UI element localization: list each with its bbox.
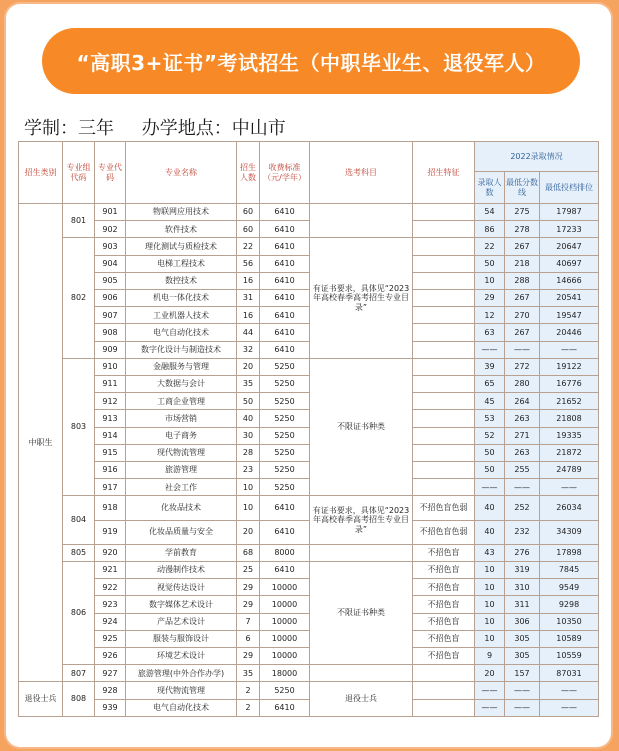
min-rank-cell: 10350 [540,613,599,630]
fee-cell: 6410 [260,520,310,544]
quota-cell: 35 [237,376,260,393]
major-name-cell: 数控技术 [126,272,237,289]
admitted-cell: 50 [475,444,505,461]
fee-cell: 5250 [260,682,310,699]
group-code-cell: 804 [63,496,95,544]
fee-cell: 8000 [260,544,310,561]
min-rank-cell: 87031 [540,665,599,682]
header-subjects: 选考科目 [310,142,413,204]
feature-cell: 不招色盲色弱 [413,496,475,520]
table-row [19,544,599,561]
major-name-cell: 市场营销 [126,410,237,427]
major-code-cell: 903 [95,238,126,255]
min-score-cell: 278 [505,221,540,238]
admitted-cell: 43 [475,544,505,561]
fee-cell: 6410 [260,324,310,341]
min-score-cell: 267 [505,324,540,341]
header-feature: 招生特征 [413,142,475,204]
table-row [19,579,599,596]
min-score-cell: —— [505,341,540,358]
table-row [19,393,599,410]
quota-cell: 20 [237,520,260,544]
major-code-cell: 908 [95,324,126,341]
min-rank-cell: 19335 [540,427,599,444]
fee-cell: 5250 [260,358,310,375]
quota-cell: 16 [237,272,260,289]
major-name-cell: 理化测试与质检技术 [126,238,237,255]
quota-cell: 60 [237,204,260,221]
table-row [19,630,599,647]
table-row [19,613,599,630]
major-code-cell: 905 [95,272,126,289]
table-row [19,221,599,238]
min-score-cell: 267 [505,238,540,255]
min-rank-cell: 9298 [540,596,599,613]
table-row [19,238,599,255]
feature-cell [413,462,475,479]
header-quota: 招生人数 [237,142,260,204]
min-rank-cell: 9549 [540,579,599,596]
table-row [19,648,599,665]
quota-cell: 44 [237,324,260,341]
quota-cell: 10 [237,496,260,520]
quota-cell: 50 [237,393,260,410]
major-name-cell: 机电一体化技术 [126,290,237,307]
major-name-cell: 产品艺术设计 [126,613,237,630]
major-code-cell: 913 [95,410,126,427]
admitted-cell: —— [475,682,505,699]
quota-cell: 6 [237,630,260,647]
table-row [19,376,599,393]
fee-cell: 5250 [260,427,310,444]
min-score-cell: 305 [505,648,540,665]
feature-cell [413,444,475,461]
major-code-cell: 916 [95,462,126,479]
fee-cell: 10000 [260,630,310,647]
feature-cell [413,699,475,716]
admitted-cell: 40 [475,520,505,544]
admitted-cell: —— [475,341,505,358]
group-code-cell: 805 [63,544,95,561]
subjects-cell: 有证书要求，具体见“2023年高校春季高考招生专业目录” [310,496,413,544]
min-score-cell: 288 [505,272,540,289]
min-rank-cell: 40697 [540,255,599,272]
info-line [24,114,308,140]
header-admitted: 录取人数 [475,172,505,204]
min-score-cell: 305 [505,630,540,647]
major-code-cell: 939 [95,699,126,716]
quota-cell: 32 [237,341,260,358]
major-name-cell: 化妆品质量与安全 [126,520,237,544]
min-rank-cell: —— [540,479,599,496]
major-name-cell: 数字化设计与制造技术 [126,341,237,358]
feature-cell: 不招色盲 [413,630,475,647]
min-rank-cell: 19122 [540,358,599,375]
page-title: “高职3+证书”考试招生（中职毕业生、退役军人） [42,28,580,94]
admitted-cell: —— [475,699,505,716]
min-score-cell: 218 [505,255,540,272]
fee-cell: 6410 [260,496,310,520]
major-name-cell: 软件技术 [126,221,237,238]
min-score-cell: 264 [505,393,540,410]
admitted-cell: 9 [475,648,505,665]
major-name-cell: 现代物流管理 [126,682,237,699]
feature-cell [413,427,475,444]
fee-cell: 18000 [260,665,310,682]
min-score-cell: 272 [505,358,540,375]
table-row [19,699,599,716]
major-name-cell: 旅游管理(中外合作办学) [126,665,237,682]
quota-cell: 16 [237,307,260,324]
min-score-cell: 255 [505,462,540,479]
major-name-cell: 工业机器人技术 [126,307,237,324]
admitted-cell: 52 [475,427,505,444]
fee-cell: 5250 [260,376,310,393]
min-rank-cell: 17898 [540,544,599,561]
major-code-cell: 921 [95,562,126,579]
major-name-cell: 视觉传达设计 [126,579,237,596]
min-rank-cell: 21872 [540,444,599,461]
quota-cell: 20 [237,358,260,375]
fee-cell: 10000 [260,648,310,665]
major-name-cell: 物联网应用技术 [126,204,237,221]
quota-cell: 22 [237,238,260,255]
feature-cell [413,358,475,375]
major-name-cell: 金融服务与管理 [126,358,237,375]
admitted-cell: 50 [475,462,505,479]
min-score-cell: —— [505,479,540,496]
quota-cell: 10 [237,479,260,496]
feature-cell [413,255,475,272]
major-code-cell: 901 [95,204,126,221]
table-row [19,596,599,613]
major-name-cell: 工商企业管理 [126,393,237,410]
group-code-cell: 808 [63,682,95,717]
admitted-cell: 54 [475,204,505,221]
fee-cell: 10000 [260,579,310,596]
major-code-cell: 912 [95,393,126,410]
min-rank-cell: 16776 [540,376,599,393]
admitted-cell: 50 [475,255,505,272]
fee-cell: 5250 [260,444,310,461]
major-code-cell: 907 [95,307,126,324]
table-row [19,272,599,289]
major-code-cell: 915 [95,444,126,461]
min-rank-cell: —— [540,682,599,699]
min-rank-cell: 17987 [540,204,599,221]
major-name-cell: 学前教育 [126,544,237,561]
category-cell: 退役士兵 [19,682,63,717]
table-row [19,682,599,699]
feature-cell: 不招色盲 [413,544,475,561]
major-code-cell: 925 [95,630,126,647]
header-min-score: 最低分数线 [505,172,540,204]
subjects-cell: 有证书要求，具体见“2023年高校春季高考招生专业目录” [310,238,413,358]
group-code-cell: 802 [63,238,95,358]
table-row [19,341,599,358]
fee-cell: 6410 [260,341,310,358]
min-rank-cell: 10589 [540,630,599,647]
admitted-cell: 10 [475,272,505,289]
quota-cell: 23 [237,462,260,479]
min-rank-cell: —— [540,341,599,358]
subjects-cell [310,204,413,238]
min-score-cell: —— [505,699,540,716]
min-rank-cell: 26034 [540,496,599,520]
major-name-cell: 电气自动化技术 [126,324,237,341]
major-name-cell: 电气自动化技术 [126,699,237,716]
admitted-cell: —— [475,479,505,496]
feature-cell: 不招色盲 [413,613,475,630]
table-row [19,665,599,682]
major-code-cell: 919 [95,520,126,544]
major-code-cell: 926 [95,648,126,665]
major-code-cell: 902 [95,221,126,238]
min-rank-cell: 17233 [540,221,599,238]
admitted-cell: 45 [475,393,505,410]
min-rank-cell: 10559 [540,648,599,665]
min-score-cell: 270 [505,307,540,324]
admitted-cell: 22 [475,238,505,255]
table-row [19,520,599,544]
admitted-cell: 63 [475,324,505,341]
major-name-cell: 社会工作 [126,479,237,496]
quota-cell: 30 [237,427,260,444]
group-code-cell: 803 [63,358,95,496]
fee-cell: 6410 [260,204,310,221]
quota-cell: 31 [237,290,260,307]
quota-cell: 60 [237,221,260,238]
fee-cell: 6410 [260,562,310,579]
quota-cell: 29 [237,648,260,665]
min-score-cell: 310 [505,579,540,596]
fee-cell: 6410 [260,699,310,716]
feature-cell [413,307,475,324]
feature-cell [413,238,475,255]
min-score-cell: 263 [505,410,540,427]
admitted-cell: 39 [475,358,505,375]
admitted-cell: 10 [475,596,505,613]
fee-cell: 6410 [260,255,310,272]
admitted-cell: 10 [475,630,505,647]
admitted-cell: 53 [475,410,505,427]
admitted-cell: 29 [475,290,505,307]
quota-cell: 35 [237,665,260,682]
subjects-cell: 不限证书种类 [310,358,413,496]
major-name-cell: 大数据与会计 [126,376,237,393]
major-code-cell: 923 [95,596,126,613]
admitted-cell: 10 [475,613,505,630]
header-admission-2022: 2022录取情况 [475,142,599,172]
major-name-cell: 电子商务 [126,427,237,444]
feature-cell [413,410,475,427]
admission-table [18,141,599,717]
min-score-cell: 275 [505,204,540,221]
admitted-cell: 65 [475,376,505,393]
header-fee: 收费标准（元/学年） [260,142,310,204]
feature-cell [413,665,475,682]
quota-cell: 29 [237,596,260,613]
table-row [19,358,599,375]
admitted-cell: 10 [475,579,505,596]
table-row [19,427,599,444]
header-major-code: 专业代码 [95,142,126,204]
feature-cell [413,393,475,410]
min-score-cell: 280 [505,376,540,393]
subjects-cell: 退役士兵 [310,682,413,717]
feature-cell [413,341,475,358]
major-code-cell: 906 [95,290,126,307]
fee-cell: 6410 [260,221,310,238]
table-row [19,255,599,272]
table-row [19,496,599,520]
min-rank-cell: 21652 [540,393,599,410]
feature-cell [413,376,475,393]
major-name-cell: 动漫制作技术 [126,562,237,579]
major-code-cell: 922 [95,579,126,596]
feature-cell [413,682,475,699]
fee-cell: 10000 [260,613,310,630]
table-row [19,462,599,479]
header-group-code: 专业组代码 [63,142,95,204]
min-score-cell: 306 [505,613,540,630]
min-score-cell: —— [505,682,540,699]
min-rank-cell: 20647 [540,238,599,255]
feature-cell [413,221,475,238]
min-score-cell: 267 [505,290,540,307]
table-row [19,444,599,461]
major-code-cell: 911 [95,376,126,393]
table-row [19,204,599,221]
feature-cell: 不招色盲 [413,648,475,665]
header-row-1 [19,142,599,172]
category-cell: 中职生 [19,204,63,682]
xuezhi-text: 学制：三年 [24,118,114,139]
min-score-cell: 157 [505,665,540,682]
header-major-name: 专业名称 [126,142,237,204]
quota-cell: 2 [237,699,260,716]
admitted-cell: 86 [475,221,505,238]
major-code-cell: 928 [95,682,126,699]
min-rank-cell: 34309 [540,520,599,544]
quota-cell: 68 [237,544,260,561]
fee-cell: 5250 [260,410,310,427]
min-score-cell: 276 [505,544,540,561]
major-code-cell: 920 [95,544,126,561]
table-row [19,410,599,427]
major-code-cell: 924 [95,613,126,630]
subjects-cell [310,665,413,682]
feature-cell [413,204,475,221]
min-score-cell: 263 [505,444,540,461]
group-code-cell: 801 [63,204,95,238]
fee-cell: 6410 [260,272,310,289]
table-row [19,562,599,579]
admitted-cell: 20 [475,665,505,682]
admitted-cell: 40 [475,496,505,520]
fee-cell: 5250 [260,462,310,479]
major-name-cell: 环境艺术设计 [126,648,237,665]
location-text: 办学地点：中山市 [141,118,286,139]
fee-cell: 10000 [260,596,310,613]
min-score-cell: 271 [505,427,540,444]
table-row [19,307,599,324]
quota-cell: 7 [237,613,260,630]
quota-cell: 28 [237,444,260,461]
fee-cell: 6410 [260,238,310,255]
fee-cell: 6410 [260,307,310,324]
table-row [19,324,599,341]
subjects-cell: 不限证书种类 [310,562,413,665]
quota-cell: 2 [237,682,260,699]
major-name-cell: 旅游管理 [126,462,237,479]
min-score-cell: 319 [505,562,540,579]
fee-cell: 5250 [260,393,310,410]
table-row [19,479,599,496]
feature-cell: 不招色盲色弱 [413,520,475,544]
min-score-cell: 311 [505,596,540,613]
min-rank-cell: 7845 [540,562,599,579]
major-code-cell: 910 [95,358,126,375]
min-rank-cell: 20541 [540,290,599,307]
header-min-rank: 最低投档排位 [540,172,599,204]
major-name-cell: 数字媒体艺术设计 [126,596,237,613]
feature-cell [413,290,475,307]
min-score-cell: 252 [505,496,540,520]
min-rank-cell: 20446 [540,324,599,341]
quota-cell: 29 [237,579,260,596]
major-name-cell: 现代物流管理 [126,444,237,461]
feature-cell [413,272,475,289]
feature-cell [413,324,475,341]
admitted-cell: 10 [475,562,505,579]
major-code-cell: 904 [95,255,126,272]
min-score-cell: 232 [505,520,540,544]
min-rank-cell: 14666 [540,272,599,289]
min-rank-cell: 24789 [540,462,599,479]
major-name-cell: 化妆品技术 [126,496,237,520]
min-rank-cell: —— [540,699,599,716]
subjects-cell [310,544,413,561]
major-code-cell: 909 [95,341,126,358]
quota-cell: 40 [237,410,260,427]
quota-cell: 25 [237,562,260,579]
table-row [19,290,599,307]
feature-cell: 不招色盲 [413,579,475,596]
feature-cell: 不招色盲 [413,562,475,579]
major-code-cell: 914 [95,427,126,444]
major-code-cell: 918 [95,496,126,520]
min-rank-cell: 19547 [540,307,599,324]
major-name-cell: 电梯工程技术 [126,255,237,272]
major-code-cell: 927 [95,665,126,682]
header-category: 招生类别 [19,142,63,204]
table-body [19,204,599,717]
min-rank-cell: 21808 [540,410,599,427]
feature-cell: 不招色盲 [413,596,475,613]
admitted-cell: 12 [475,307,505,324]
major-code-cell: 917 [95,479,126,496]
fee-cell: 6410 [260,290,310,307]
group-code-cell: 807 [63,665,95,682]
major-name-cell: 服装与服饰设计 [126,630,237,647]
quota-cell: 56 [237,255,260,272]
fee-cell: 5250 [260,479,310,496]
feature-cell [413,479,475,496]
group-code-cell: 806 [63,562,95,665]
